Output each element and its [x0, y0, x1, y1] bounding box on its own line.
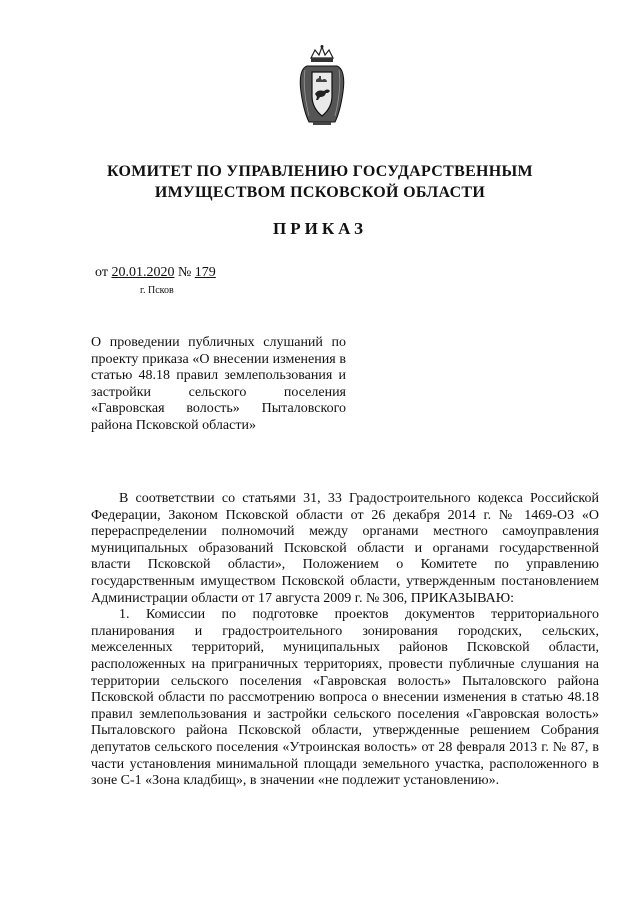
date-prefix: от [95, 265, 112, 280]
order-body [91, 491, 599, 790]
issue-city: г. Псков [140, 285, 174, 296]
body-paragraph: 1. Комиссии по подготовке проектов документов территориального планирования и градостроительного зонирования городских, сельских, межселенных территорий, муниципальных районов Псковской области, расположенных на приграничных территориях, провести публичные слушания на территории сельского поселения «Гавровская волость» Пыталовского района Псковской области по рассмотрению вопроса о внесении изменения в статью 48.18 правил землепользования и застройки сельского поселения «Гавровская волость» Пыталовского района Псковской области, утвержденные решением Собрания депутатов сельского поселения «Утроинская волость» от 28 февраля 2013 г. № 87, в части установления минимальной площади земельного участка, расположенного в зоне С-1 «Зона кладбищ», в значении «не подлежит установлению». [91, 607, 599, 789]
order-date-line [95, 264, 216, 281]
coat-of-arms-icon [297, 44, 347, 130]
order-subject: О проведении публичных слушаний по проекту приказа «О внесении изменения в статью 48.18 правил землепользования и застройки сельского поселения «Гавровская волость» Пыталовского района Псковской области» [91, 335, 346, 433]
body-paragraph: В соответствии со статьями 31, 33 Градостроительного кодекса Российской Федерации, Законом Псковской области от 26 декабря 2014 г. № 1469-ОЗ «О перераспределении полномочий между органами местного самоуправления муниципальных образований Псковской области и органами государственной власти Псковской области», Положением о Комитете по управлению государственным имуществом Псковской области, утвержденным постановлением Администрации области от 17 августа 2009 г. № 306, ПРИКАЗЫВАЮ: [91, 491, 599, 606]
org-line-1: КОМИТЕТ ПО УПРАВЛЕНИЮ ГОСУДАРСТВЕННЫМ [107, 163, 533, 180]
order-number: 179 [194, 265, 216, 280]
org-line-2: ИМУЩЕСТВОМ ПСКОВСКОЙ ОБЛАСТИ [154, 184, 486, 201]
document-title: ПРИКАЗ [273, 219, 367, 238]
organization-name [60, 161, 580, 203]
number-prefix: № [174, 265, 195, 280]
order-date: 20.01.2020 [111, 265, 175, 280]
